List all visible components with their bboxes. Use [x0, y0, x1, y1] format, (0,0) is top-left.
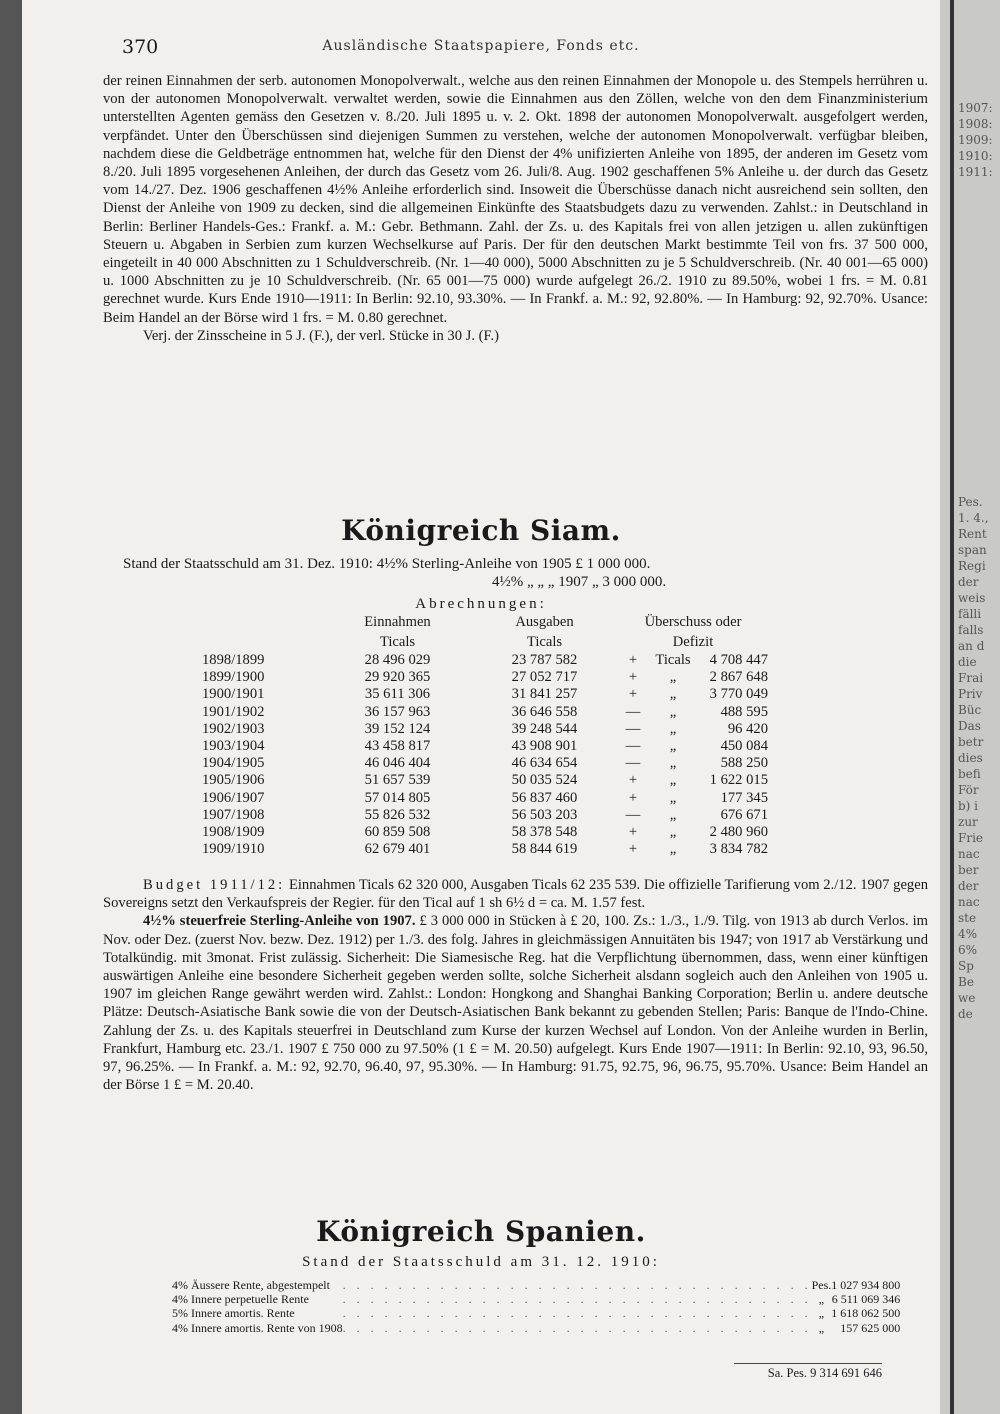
cell-unit: „	[669, 669, 677, 686]
leader-dots: . . . . . . . . . . . . . . . . . . . . . . . . . . . . . . . . . .	[342, 1292, 812, 1307]
table-row	[202, 738, 768, 755]
cell-sign: +	[628, 789, 638, 806]
table-row	[202, 669, 768, 686]
cell-einnahmen: 60 859 508	[364, 824, 431, 841]
cell-year: 1901/1902	[202, 703, 265, 720]
cell-sign: —	[625, 720, 641, 737]
scan-gutter	[950, 0, 954, 1414]
debt-currency: „	[818, 1306, 825, 1321]
table-row	[202, 841, 768, 858]
cell-ausgaben: 56 837 460	[511, 789, 578, 806]
leader-dots: . . . . . . . . . . . . . . . . . . . . . . . . . . . . . . . . . .	[342, 1320, 812, 1335]
cell-ausgaben: 31 841 257	[511, 686, 578, 703]
spain-debt-table	[172, 1278, 900, 1335]
serbia-verjaehrung: Verj. der Zinsscheine in 5 J. (F.), der verl. Stücke in 30 J. (F.)	[143, 327, 499, 344]
col-ueberschuss-header: Überschuss oder	[644, 614, 742, 630]
cell-year: 1909/1910	[202, 841, 265, 858]
cell-einnahmen: 29 920 365	[364, 669, 431, 686]
cell-balance: 488 595	[720, 703, 768, 720]
list-item	[172, 1292, 900, 1306]
cell-year: 1905/1906	[202, 772, 265, 789]
cell-balance: 4 708 447	[709, 652, 768, 668]
debt-label: 4% Äussere Rente, abgestempelt	[172, 1278, 330, 1292]
leader-dots: . . . . . . . . . . . . . . . . . . . . . . . . . . . . . . . . . .	[342, 1306, 812, 1321]
siam-budget-note	[103, 876, 928, 912]
table-row	[202, 790, 768, 807]
leader-dots: . . . . . . . . . . . . . . . . . . . . . . . . . . . . . . . . . .	[342, 1278, 812, 1292]
table-row	[202, 704, 768, 721]
cell-ausgaben: 58 844 619	[511, 841, 578, 858]
cell-unit: „	[669, 789, 677, 806]
document-page	[22, 0, 940, 1414]
debt-label: 4% Innere amortis. Rente von 1908	[172, 1320, 343, 1335]
cell-unit: „	[669, 755, 677, 772]
loan-heading: 4½% steuerfreie Sterling-Anleihe von 1907.	[143, 913, 416, 930]
col-einnahmen-header: Einnahmen	[364, 614, 431, 630]
cell-einnahmen: 55 826 532	[364, 806, 431, 823]
cell-ausgaben: 27 052 717	[511, 669, 578, 686]
cell-einnahmen: 51 657 539	[364, 772, 431, 789]
margin-fragment-top: 1907: 1908: 1909: 1910: 1911:	[958, 101, 993, 179]
debt-label: 4% Innere perpetuelle Rente	[172, 1292, 309, 1307]
cell-unit: „	[669, 686, 677, 703]
debt-amount: 157 625 000	[840, 1320, 901, 1335]
serbia-paragraph: der reinen Einnahmen der serb. autonomen Monopolverwalt., welche aus den reinen Einnahmen der Monopole u. des Stempels herrühren u. von der autonomen Monopolverwalt. verwaltet werden, sowie die Einnahmen aus den Zöllen, welche von den dem Finanzministerium unterstellten Agenten gemäss den Gesetzen v. 8./20. Juli 1895 u. v. 2. Okt. 1898 der autonomen Monopolverwalt. ausgefolgert werden, verpfändet. Unter den Überschüssen sind diejenigen Summen zu verstehen, welche der autonomen Monopolverwalt. verfügbar bleiben, nachdem diese die Geldbeträge entnommen hat, welche für den Dienst der 4% unifizierten Anleihe von 1895, der anderen im Gesetz vom 8./20. Juli 1895 vorgesehenen Anleihen, der durch das Gesetz vom 26. Juli/8. Aug. 1902 geschaffenen 5% Anleihe u. der durch das Gesetz vom 14./27. Dez. 1906 geschaffenen 4½% Anleihe erforderlich sind. Insoweit die Überschüsse danach nicht ausreichend sein sollten, den Dienst der Anleihe von 1909 zu decken, sind die allgemeinen Einkünfte des Staatsbudgets dazu zu verwenden. Zahlst.: in Deutschland in Berlin: Berliner Handels-Ges.: Frankf. a. M.: Gebr. Bethmann. Zahl. der Zs. u. des Kapitals frei von allen jetzigen u. allen zukünftigen Steuern u. Abgaben in Serbien zum kurzen Wechselkurse auf Paris. Der für den deutschen Markt bestimmte Teil von frs. 37 500 000, eingeteilt in 40 000 Abschnitten zu 1 Schuldverschreib. (Nr. 1—40 000), 5000 Abschnitten zu je 5 Schuldverschreib. (Nr. 40 001—65 000) u. 1000 Abschnitten zu je 10 Schuldverschreib. (Nr. 65 001—75 000) wurde aufgelegt 26./2. 1910 zu 89.50%, wobei 1 frs. = M. 0.81 gerechnet wurde. Kurs Ende 1910—1911: In Berlin: 92.10, 93.30%. — In Frankf. a. M.: 92, 92.80%. — In Hamburg: 92, 92.70%. Usance: Beim Handel an der Börse wird 1 frs. = M. 0.80 gerechnet.	[103, 73, 928, 326]
siam-stand-line-1: Stand der Staatsschuld am 31. Dez. 1910: 4½% Sterling-Anleihe von 1905 £ 1 000 000.	[123, 556, 651, 572]
table-row	[202, 652, 768, 669]
cell-einnahmen: 39 152 124	[364, 720, 431, 737]
cell-einnahmen: 35 611 306	[364, 686, 431, 703]
cell-sign: —	[625, 806, 641, 823]
loan-text: £ 3 000 000 in Stücken à £ 20, 100. Zs.: 1./3., 1./9. Tilg. von 1913 ab durch Verlos. im Nov. oder Dez. (zuerst Nov. bezw. Dez. 1912) per 1./3. des folg. Jahres in gleichmässigen Annuitäten bis 1947; von 1917 ab Verstärkung und Totalkündig. mit 3monat. Frist zulässig. Sicherheit: Die Siamesische Reg. hat die Verpflichtung übernommen, dass, wenn einer künftigen auswärtigen Anleihe eine besondere Sicherheit gegeben werden sollte, solche Sicherheit alsdann sogleich auch den Anleihen von 1905 u. 1907 im gleichen Range gewährt werden wird. Zahlst.: London: Hongkong and Shanghai Banking Corporation; Berlin u. andere deutsche Plätze: Deutsch-Asiatische Bank sowie die von der Deutsch-Asiatischen Bank bekannt zu gebenden Stellen; Paris: Banque de l'Indo-Chine. Zahlung der Zs. u. des Kapitals steuerfrei in Deutschland zum Kurse der kurzen Wechsel auf London. Von der Anleihe wurden in Berlin, Frankfurt, Hamburg etc. 23./1. 1907 £ 750 000 zu 97.50% (1 £ = M. 20.50) aufgelegt. Kurs Ende 1907—1911: In Berlin: 92.10, 93, 96.50, 97, 96.25%. — In Frankf. a. M.: 92, 92.70, 96.40, 97, 95.30%. — In Hamburg: 91.75, 92.75, 96, 96.75, 95.70%. Usance: Beim Handel an der Börse 1 £ = M. 20.40.	[103, 913, 929, 1094]
table-row	[202, 824, 768, 841]
cell-einnahmen: 57 014 805	[364, 789, 431, 806]
debt-currency: „	[818, 1320, 825, 1335]
budget-text: Einnahmen Ticals 62 320 000, Ausgaben Ticals 62 235 539. Die offizielle Tarifierung vom 2./12. 1907 gegen Sovereigns setzt den Verkaufspreis der Regier. für den Tical auf 1 sh 6½ d = ca. M. 1.57 fest.	[103, 877, 928, 912]
siam-abrechnungen-heading: Abrechnungen:	[415, 596, 547, 612]
cell-ausgaben: 58 378 548	[511, 824, 578, 841]
cell-balance: 450 084	[720, 738, 768, 755]
cell-ausgaben: 46 634 654	[511, 755, 578, 772]
cell-unit: „	[669, 841, 677, 858]
debt-amount: 6 511 069 346	[831, 1292, 901, 1307]
spain-stand-line: Stand der Staatsschuld am 31. 12. 1910:	[302, 1254, 660, 1270]
cell-balance: 588 250	[720, 755, 768, 772]
cell-unit: „	[669, 806, 677, 823]
spain-title: Königreich Spanien.	[316, 1215, 646, 1248]
table-row	[202, 807, 768, 824]
spain-total: Sa. Pes. 9 314 691 646	[734, 1363, 882, 1381]
debt-currency: „	[818, 1292, 825, 1307]
cell-year: 1908/1909	[202, 824, 265, 841]
cell-ausgaben: 43 908 901	[511, 738, 578, 755]
list-item	[172, 1306, 900, 1320]
table-row	[202, 686, 768, 703]
cell-ausgaben: 36 646 558	[511, 703, 578, 720]
cell-ausgaben: 23 787 582	[511, 652, 578, 668]
table-row	[202, 755, 768, 772]
cell-sign: +	[628, 686, 638, 703]
debt-currency: Pes.	[811, 1278, 832, 1292]
debt-label: 5% Innere amortis. Rente	[172, 1306, 295, 1321]
cell-balance: 96 420	[727, 720, 768, 737]
col-ausgaben-header: Ausgaben	[515, 614, 574, 630]
cell-sign: —	[625, 738, 641, 755]
cell-year: 1902/1903	[202, 720, 265, 737]
siam-budget-table	[202, 613, 768, 858]
col-ausgaben-unit: Ticals	[526, 633, 563, 650]
cell-year: 1899/1900	[202, 669, 265, 686]
cell-sign: +	[628, 824, 638, 841]
cell-sign: +	[628, 841, 638, 858]
cell-year: 1906/1907	[202, 789, 265, 806]
cell-einnahmen: 36 157 963	[364, 703, 431, 720]
scan-left-edge	[0, 0, 22, 1414]
cell-year: 1903/1904	[202, 738, 265, 755]
margin-fragment-bottom: Pes. 1. 4., Rent span Regi der weis fälli falls an d die Frai Priv Büc Das betr dies befi För b) i zur Frie nac ber der nac ste 4% 6% Sp Be we de	[958, 495, 989, 1021]
debt-amount: 1 027 934 800	[831, 1278, 901, 1292]
cell-sign: +	[628, 652, 638, 668]
cell-balance: 1 622 015	[709, 772, 768, 789]
cell-ausgaben: 50 035 524	[511, 772, 578, 789]
cell-balance: 676 671	[720, 806, 768, 823]
cell-unit: „	[669, 824, 677, 841]
running-head: Ausländische Staatspapiere, Fonds etc.	[322, 38, 640, 54]
cell-unit: „	[669, 720, 677, 737]
cell-unit: „	[669, 772, 677, 789]
siam-notes	[103, 876, 928, 1094]
cell-unit: „	[669, 703, 677, 720]
cell-sign: —	[625, 703, 641, 720]
cell-year: 1907/1908	[202, 806, 265, 823]
cell-balance: 3 834 782	[709, 841, 768, 858]
siam-stand-line-2: 4½% „ „ „ 1907 „ 3 000 000.	[492, 574, 667, 590]
debt-amount: 1 618 062 500	[831, 1306, 901, 1321]
cell-year: 1900/1901	[202, 686, 265, 703]
scan-right-edge	[940, 0, 1000, 1414]
cell-sign: +	[628, 669, 638, 686]
cell-ausgaben: 39 248 544	[511, 720, 578, 737]
cell-sign: —	[625, 755, 641, 772]
cell-year: 1904/1905	[202, 755, 265, 772]
table-row	[202, 721, 768, 738]
cell-sign: +	[628, 772, 638, 789]
list-item	[172, 1321, 900, 1335]
cell-year: 1898/1899	[202, 652, 265, 668]
budget-label: Budget 1911/12:	[143, 877, 286, 893]
siam-loan-paragraph	[103, 912, 928, 1094]
col-year-header	[202, 613, 324, 633]
serbia-continuation	[103, 72, 928, 345]
list-item	[172, 1278, 900, 1292]
page-number: 370	[122, 36, 159, 58]
cell-einnahmen: 62 679 401	[364, 841, 431, 858]
siam-title: Königreich Siam.	[341, 514, 621, 547]
cell-einnahmen: 46 046 404	[364, 755, 431, 772]
table-row	[202, 772, 768, 789]
cell-balance: 2 480 960	[709, 824, 768, 841]
cell-unit: Ticals	[655, 652, 691, 668]
cell-einnahmen: 43 458 817	[364, 738, 431, 755]
cell-balance: 3 770 049	[709, 686, 768, 703]
cell-balance: 177 345	[720, 789, 768, 806]
cell-einnahmen: 28 496 029	[364, 652, 431, 668]
col-defizit-header: Defizit	[672, 633, 714, 650]
col-einnahmen-unit: Ticals	[379, 633, 416, 650]
cell-balance: 2 867 648	[709, 669, 768, 686]
cell-ausgaben: 56 503 203	[511, 806, 578, 823]
cell-unit: „	[669, 738, 677, 755]
